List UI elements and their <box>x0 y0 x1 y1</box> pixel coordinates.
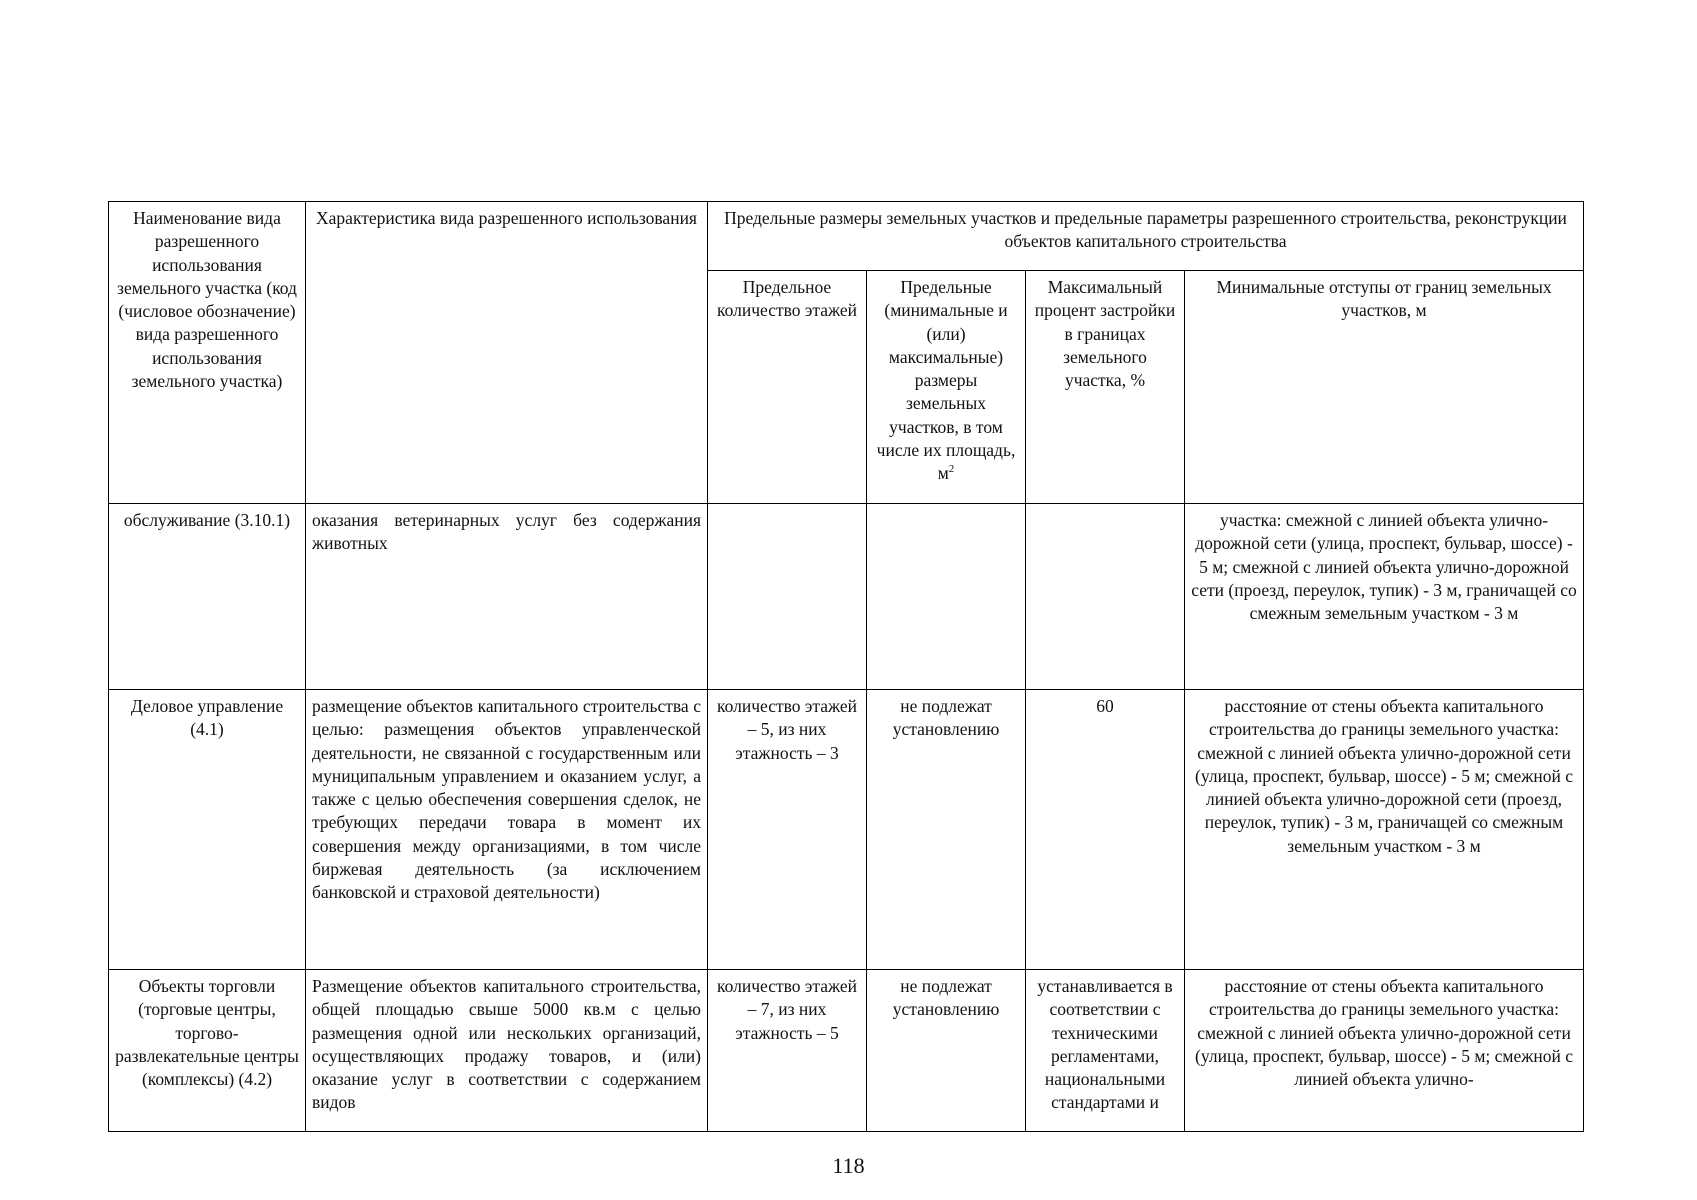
row-coverage-cell <box>1026 504 1185 690</box>
row-name: Деловое управление (4.1) <box>130 696 284 740</box>
row-name: обслуживание (3.10.1) <box>123 510 291 530</box>
row-setbacks: расстояние от стены объекта капитального строительства до границы земельного участка: смежной с линией объекта улично-дорожной сети (улица, проспект, бульвар, шоссе) - 5 м; смежной с линией объекта улично- <box>1195 976 1573 1090</box>
row-floors-cell <box>708 970 867 1132</box>
header-coverage-text: Максимальный процент застройки в границах земельного участка, % <box>1034 277 1176 391</box>
row-setbacks-cell <box>1185 504 1584 690</box>
row-plot-size-cell <box>867 970 1026 1132</box>
table-row <box>109 504 1584 690</box>
header-coverage-cell <box>1026 271 1185 504</box>
header-name-text: Наименование вида разрешенного использования земельного участка (код (числовое обозначение) вида разрешенного использования земельного участка) <box>117 208 297 392</box>
table-row <box>109 690 1584 970</box>
row-name-cell <box>109 690 306 970</box>
row-setbacks: участка: смежной с линией объекта улично-дорожной сети (улица, проспект, бульвар, шоссе) - 5 м; смежной с линией объекта улично-дорожной сети (проезд, переулок, тупик) - 3 м, граничащей со смежным земельным участком - 3 м <box>1191 510 1577 624</box>
row-floors: количество этажей – 7, из них этажность – 5 <box>716 976 858 1043</box>
row-plot-size-cell <box>867 504 1026 690</box>
header-name-cell <box>109 202 306 504</box>
row-coverage: устанавливается в соответствии с техническими регламентами, национальными стандартами и <box>1037 976 1173 1113</box>
header-characteristic-text: Характеристика вида разрешенного использования <box>316 208 697 228</box>
row-plot-size-cell <box>867 690 1026 970</box>
table-row <box>109 970 1584 1132</box>
row-characteristic: размещение объектов капитального строительства с целью: размещения объектов управленческой деятельности, не связанной с государственным или муниципальным управлением и оказанием услуг, а также с целью обеспечения совершения сделок, не требующих передачи товара в момент их совершения между организациями, в том числе биржевая деятельность (за исключением банковской и страховой деятельности) <box>312 696 701 903</box>
header-plot-size-text: Предельные (минимальные и (или) максимальные) размеры земельных участков, в том числе их площадь, м <box>876 277 1016 484</box>
header-plot-size-superscript: 2 <box>948 463 955 476</box>
row-plot-size: не подлежат установлению <box>892 976 1000 1020</box>
header-limits-group-text: Предельные размеры земельных участков и предельные параметры разрешенного строительства, реконструкции объектов капитального строительства <box>724 208 1567 252</box>
row-name-cell <box>109 970 306 1132</box>
row-floors-cell <box>708 504 867 690</box>
row-setbacks-cell <box>1185 690 1584 970</box>
header-setbacks-text: Минимальные отступы от границ земельных участков, м <box>1216 277 1552 321</box>
header-floors-cell <box>708 271 867 504</box>
page-number: 118 <box>832 1153 865 1178</box>
row-characteristic-cell <box>306 504 708 690</box>
row-name: Объекты торговли (торговые центры, торгово-развлекательные центры (комплексы) (4.2) <box>115 976 299 1090</box>
row-setbacks-cell <box>1185 970 1584 1132</box>
row-coverage-cell <box>1026 690 1185 970</box>
row-coverage-cell <box>1026 970 1185 1132</box>
header-plot-size-cell <box>867 271 1026 504</box>
row-floors-cell <box>708 690 867 970</box>
row-characteristic: Размещение объектов капитального строительства, общей площадью свыше 5000 кв.м с целью размещения одной или нескольких организаций, осуществляющих продажу товаров, и (или) оказание услуг в соответствии с содержанием видов <box>312 976 701 1113</box>
row-characteristic-cell <box>306 970 708 1132</box>
row-characteristic: оказания ветеринарных услуг без содержания животных <box>312 510 701 554</box>
row-name-cell <box>109 504 306 690</box>
row-coverage: 60 <box>1096 696 1114 716</box>
header-row-1 <box>109 202 1584 271</box>
land-use-regulations-table <box>108 201 1584 1132</box>
row-plot-size: не подлежат установлению <box>892 696 1000 740</box>
row-characteristic-cell <box>306 690 708 970</box>
header-floors-text: Предельное количество этажей <box>716 277 858 321</box>
header-limits-group-cell <box>708 202 1584 271</box>
header-setbacks-cell <box>1185 271 1584 504</box>
header-characteristic-cell <box>306 202 708 504</box>
row-floors: количество этажей – 5, из них этажность – 3 <box>716 696 858 763</box>
row-setbacks: расстояние от стены объекта капитального строительства до границы земельного участка: смежной с линией объекта улично-дорожной сети (улица, проспект, бульвар, шоссе) - 5 м; смежной с линией объекта улично-дорожной сети (проезд, переулок, тупик) - 3 м, граничащей со смежным земельным участком - 3 м <box>1195 696 1573 856</box>
